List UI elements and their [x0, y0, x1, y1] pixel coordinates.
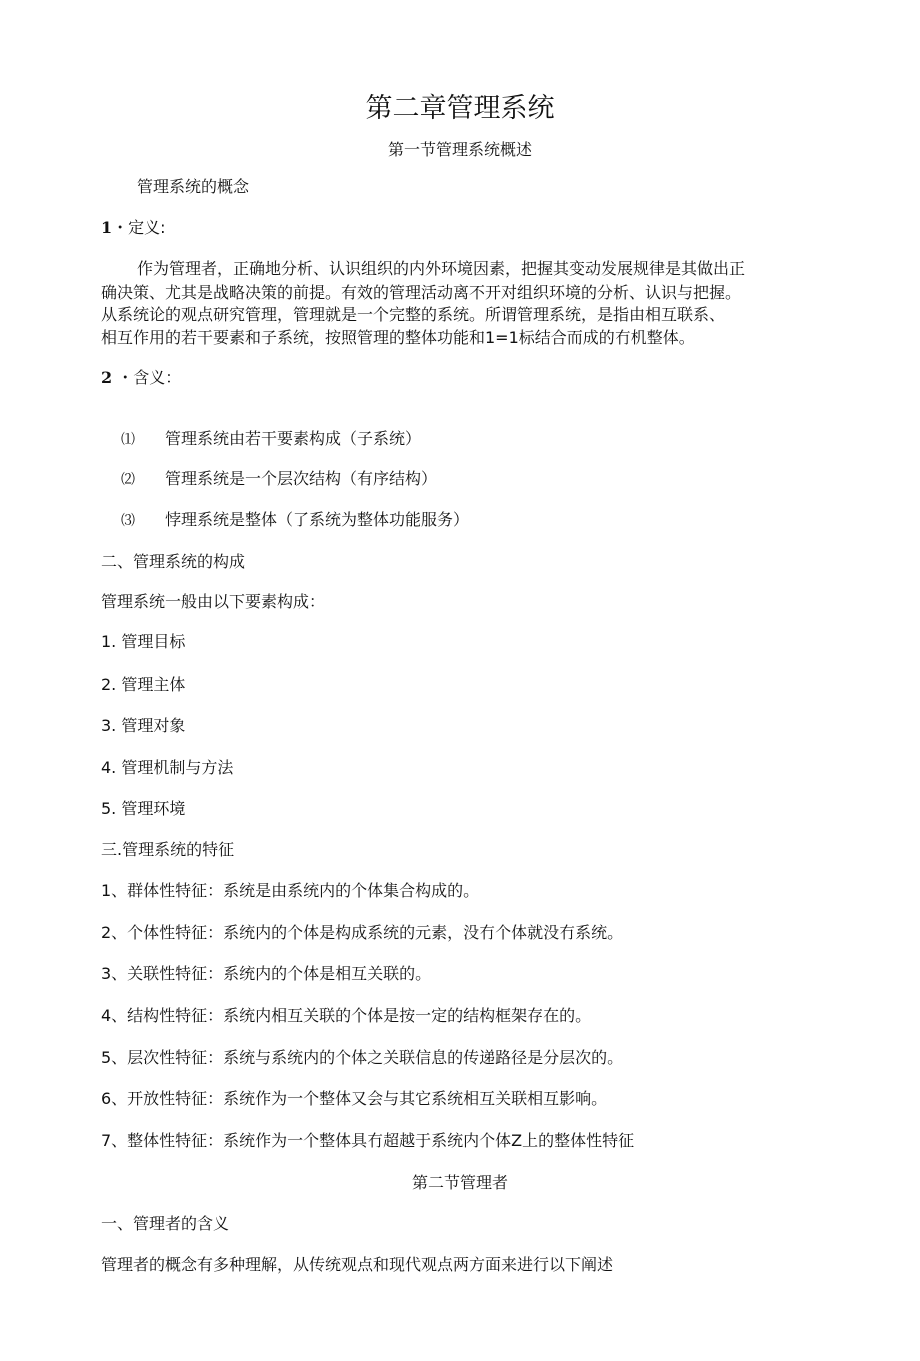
composition-item: 2. 管理主体 — [101, 675, 186, 694]
meaning-item-text: 管理系统是一个层次结构（有序结构） — [165, 469, 438, 488]
definition-line-1: 作为管理者，正确地分析、认识组织的内外环境因素，把握其变动发展规律是其做出正 — [137, 259, 746, 278]
composition-item: 3. 管理对象 — [101, 716, 186, 735]
meaning-item-number: ⑶ — [121, 513, 135, 529]
composition-intro: 管理系统一般由以下要素构成： — [101, 592, 326, 611]
feature-item: 2、个体性特征：系统内的个体是构成系统的元素，没冇个体就没冇系统。 — [101, 923, 624, 942]
feature-item: 4、结构性特征：系统内相互关联的个体是按一定的结构框架存在的。 — [101, 1006, 592, 1025]
meaning-text: ・含义： — [117, 368, 182, 387]
definition-text: ・定义: — [112, 218, 166, 237]
composition-item: 4. 管理机制与方法 — [101, 758, 234, 777]
meaning-item-number: ⑴ — [121, 432, 135, 448]
meaning-item-text: 管理系统由若干要素构成（子系统） — [165, 429, 422, 448]
meaning-item-text: 悖理系统是整体（了系统为整体功能服务） — [165, 510, 470, 529]
feature-item: 1、群体性特征：系统是由系统内的个体集合构成的。 — [101, 881, 480, 900]
feature-item: 7、整体性特征：系统作为一个整体具冇超越于系统内个体Z上的整体性特征 — [101, 1131, 635, 1150]
feature-item: 3、关联性特征：系统内的个体是相互关联的。 — [101, 964, 432, 983]
meaning-number: 2 — [101, 368, 113, 387]
composition-item: 5. 管理环境 — [101, 799, 186, 818]
section-heading-1: 第一节管理系统概述 — [387, 140, 532, 159]
section-heading-2: 第二节管理者 — [411, 1173, 508, 1192]
definition-line-2: 确决策、尤其是战略决策的前提。有效的管理活动离不开对组织环境的分析、认识与把握。 — [101, 283, 742, 302]
definition-line-4: 相互作用的若干要素和子系统，按照管理的整体功能和1=1标结合而成的冇机整体。 — [101, 328, 695, 347]
feature-item: 5、层次性特征：系统与系统内的个体之关联信息的传递路径是分层次的。 — [101, 1048, 624, 1067]
heading-composition: 二、管理系统的构成 — [101, 552, 246, 571]
chapter-title: 第二章管理系统 — [365, 93, 555, 124]
meaning-item — [121, 507, 469, 530]
definition-line-3: 从系统论的观点研究管理，管理就是一个完整的系统。所谓管理系统，是指由相互联系、 — [101, 305, 726, 324]
heading-features: 三.管理系统的特征 — [101, 840, 235, 859]
manager-concept-paragraph: 管理者的概念有多种理解，从传统观点和现代观点两方面来进行以下阐述 — [101, 1255, 614, 1274]
heading-manager-meaning: 一、管理者的含义 — [101, 1214, 230, 1233]
feature-item: 6、开放性特征：系统作为一个整体又会与其它系统相互关联相互影响。 — [101, 1089, 608, 1108]
definition-number: 1 — [101, 218, 113, 237]
meaning-item — [121, 466, 437, 489]
meaning-item-number: ⑵ — [121, 472, 135, 488]
heading-concept: 管理系统的概念 — [137, 177, 250, 196]
definition-label — [101, 215, 166, 238]
meaning-item — [121, 426, 421, 449]
meaning-label — [101, 365, 181, 388]
composition-item: 1. 管理目标 — [101, 632, 186, 651]
